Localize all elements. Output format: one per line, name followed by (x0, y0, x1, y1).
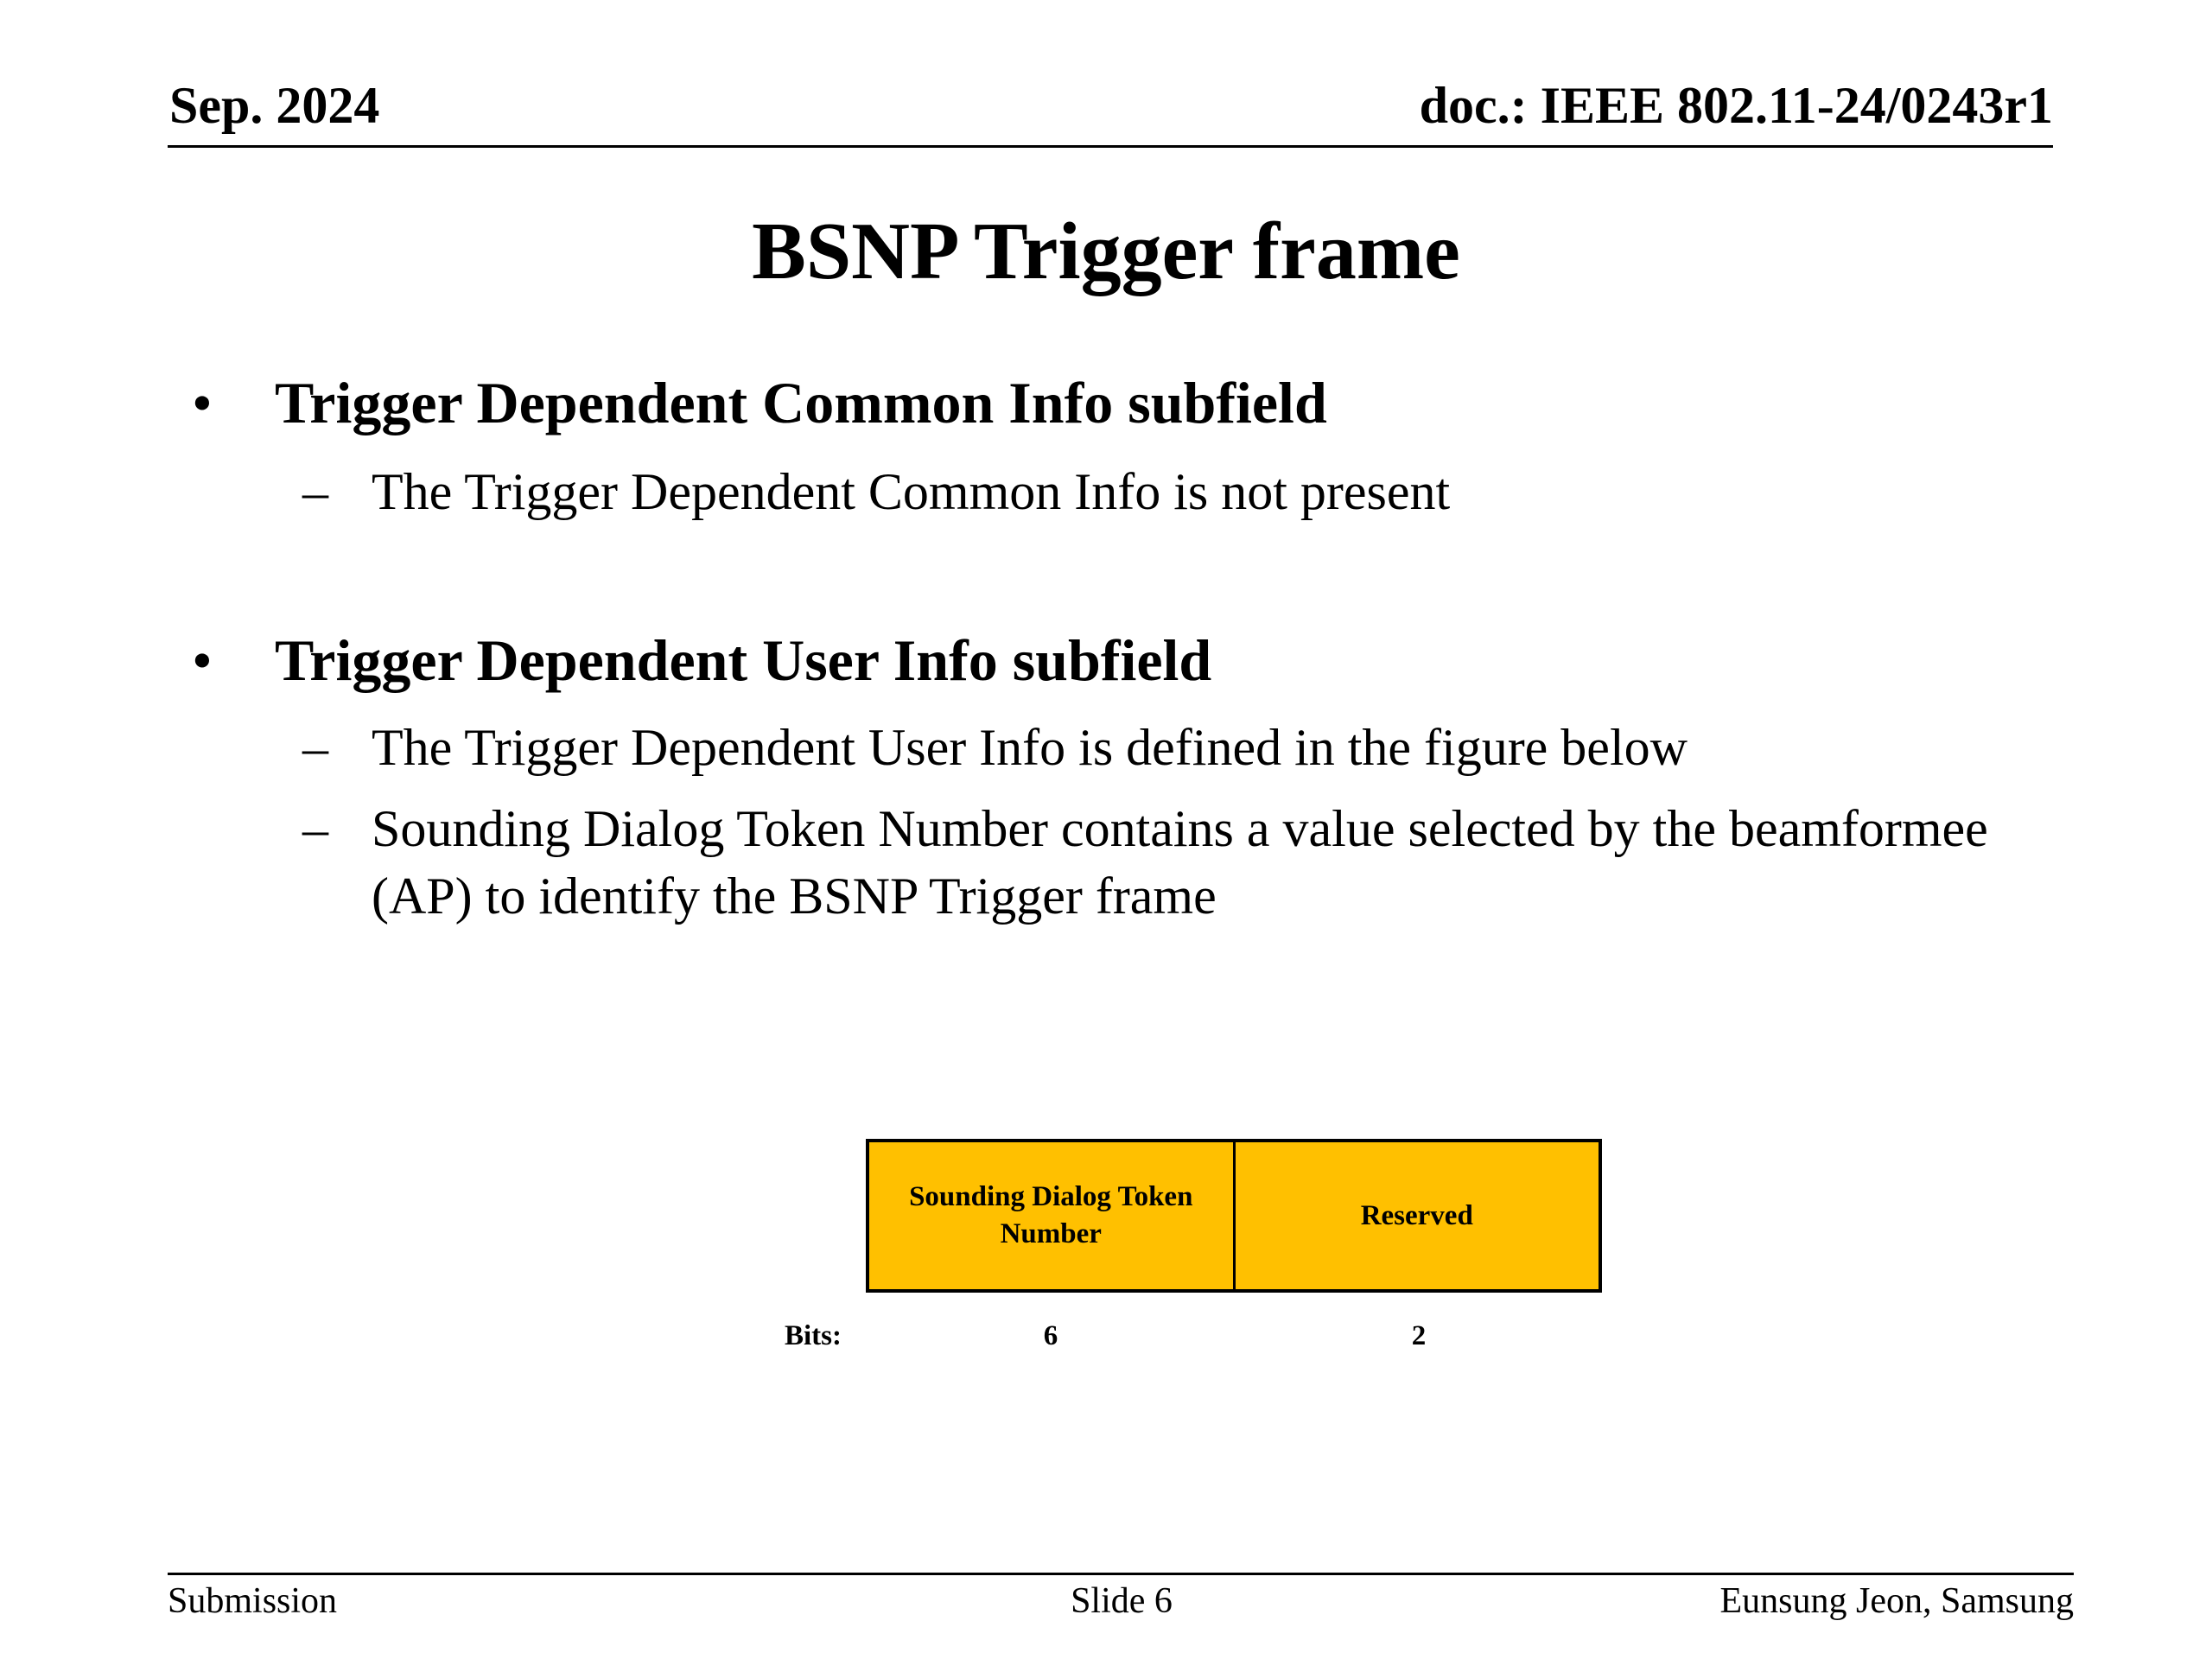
bullet-text: Trigger Dependent User Info subfield (275, 627, 1212, 693)
bullet-text: Trigger Dependent Common Info subfield (275, 370, 1327, 435)
header-doc-id: doc.: IEEE 802.11-24/0243r1 (1419, 77, 2053, 134)
footer-submission: Submission (168, 1581, 338, 1621)
bits-value: 2 (1411, 1320, 1427, 1351)
bullet-dash-icon: – (302, 719, 328, 776)
subbullet-text: The Trigger Dependent Common Info is not present (372, 463, 1451, 520)
subbullet-user-info-defined (302, 714, 2013, 781)
footer-author: Eunsung Jeon, Samsung (1719, 1581, 2074, 1621)
bullet-dash-icon: – (302, 463, 328, 520)
user-info-field-diagram (866, 1139, 1602, 1293)
header-date: Sep. 2024 (169, 77, 380, 134)
header-divider (168, 145, 2053, 148)
field-sounding-dialog-token-number: Sounding Dialog Token Number (909, 1181, 1193, 1249)
bits-label: Bits: (785, 1320, 842, 1351)
slide-number-text: Slide 6 (1071, 1581, 1173, 1621)
bullet-common-info (192, 370, 1327, 435)
bullet-user-info (192, 627, 1212, 693)
slide-title: BSNP Trigger frame (752, 207, 1460, 296)
bullet-dot-icon: • (192, 627, 213, 693)
field-reserved: Reserved (1233, 1142, 1599, 1289)
subbullet-common-info-not-present (302, 458, 2013, 525)
subbullet-sounding-dialog-token (302, 795, 2013, 930)
footer-divider (168, 1573, 2074, 1575)
bits-value: 6 (1043, 1320, 1058, 1351)
bullet-dot-icon: • (192, 370, 213, 435)
subbullet-text: The Trigger Dependent User Info is defined in the figure below (372, 719, 1688, 776)
subbullet-text: Sounding Dialog Token Number contains a value selected by the beamformee (AP) to identify the BSNP Trigger frame (372, 800, 1988, 925)
bullet-dash-icon: – (302, 800, 328, 857)
